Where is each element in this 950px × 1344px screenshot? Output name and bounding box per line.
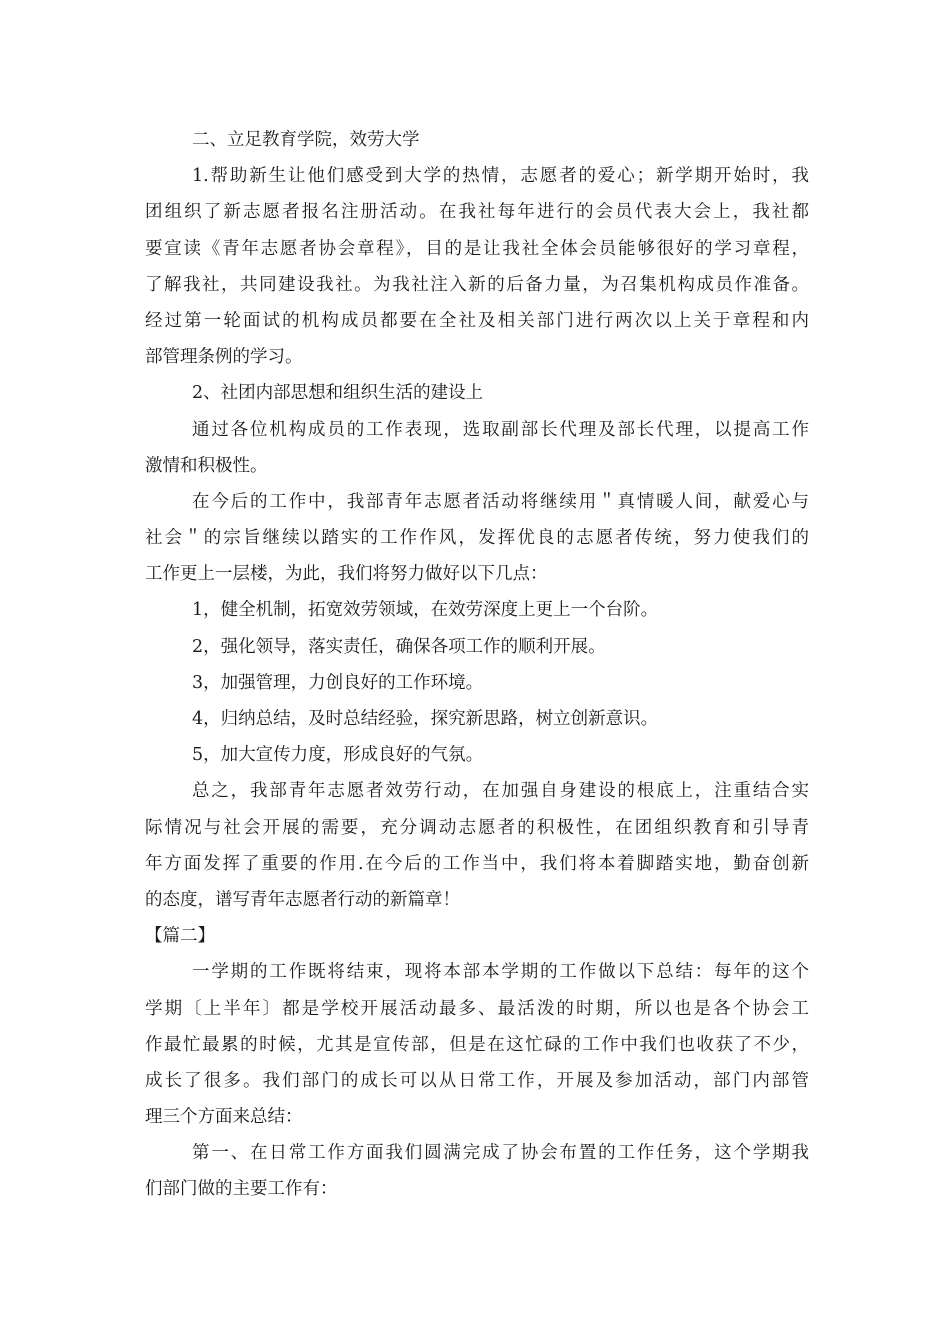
- paragraph-line: 部管理条例的学习。: [145, 347, 303, 368]
- paragraph-line: 年方面发挥了重要的作用.在今后的工作当中，我们将本着脚踏实地，勤奋创新: [145, 853, 809, 874]
- list-item: 3，加强管理，力创良好的工作环境。: [192, 672, 484, 693]
- paragraph-line: 第一、在日常工作方面我们圆满完成了协会布置的工作任务，这个学期我: [192, 1143, 809, 1164]
- paragraph-line: 团组织了新志愿者报名注册活动。在我社每年进行的会员代表大会上，我社都: [145, 202, 809, 223]
- paragraph-line: 成长了很多。我们部门的成长可以从日常工作，开展及参加活动，部门内部管: [145, 1070, 809, 1091]
- list-item: 4，归纳总结，及时总结经验，探究新思路，树立创新意识。: [192, 709, 659, 729]
- paragraph-line: 工作更上一层楼，为此，我们将努力做好以下几点：: [145, 564, 548, 585]
- section-heading: 二、立足教育学院，效劳大学: [192, 130, 420, 150]
- paragraph-line: 际情况与社会开展的需要，充分调动志愿者的积极性，在团组织教育和引导青: [145, 817, 809, 838]
- paragraph-line: 在今后的工作中，我部青年志愿者活动将继续用＂真情暖人间，献爱心与: [192, 491, 809, 512]
- document-body: [145, 122, 809, 1208]
- paragraph-line: 了解我社，共同建设我社。为我社注入新的后备力量，为召集机构成员作准备。: [145, 274, 809, 295]
- paragraph-line: 学期〔上半年〕都是学校开展活动最多、最活泼的时期，所以也是各个协会工: [145, 998, 809, 1019]
- list-item: 5，加大宣传力度，形成良好的气氛。: [192, 745, 484, 766]
- part-label: 【篇二】: [145, 926, 215, 947]
- paragraph-line: 一学期的工作既将结束，现将本部本学期的工作做以下总结：每年的这个: [192, 962, 809, 983]
- paragraph-line: 的态度，谱写青年志愿者行动的新篇章！: [145, 889, 460, 910]
- paragraph-line: 社会＂的宗旨继续以踏实的工作作风，发挥优良的志愿者传统，努力使我们的: [145, 528, 809, 549]
- paragraph-line: 作最忙最累的时候，尤其是宣传部，但是在这忙碌的工作中我们也收获了不少，: [145, 1034, 809, 1055]
- paragraph-line: 理三个方面来总结：: [145, 1107, 303, 1128]
- paragraph-line: 总之，我部青年志愿者效劳行动，在加强自身建设的根底上，注重结合实: [192, 781, 809, 802]
- paragraph-line: 们部门做的主要工作有：: [145, 1179, 338, 1200]
- list-item: 2，强化领导，落实责任，确保各项工作的顺利开展。: [192, 636, 606, 657]
- paragraph-line: 激情和积极性。: [145, 455, 268, 476]
- section-heading: 2、社团内部思想和组织生活的建设上: [192, 383, 484, 404]
- paragraph-line: 经过第一轮面试的机构成员都要在全社及相关部门进行两次以上关于章程和内: [145, 310, 809, 331]
- list-item: 1，健全机制，拓宽效劳领域，在效劳深度上更上一个台阶。: [192, 600, 659, 621]
- paragraph-line: 1.帮助新生让他们感受到大学的热情，志愿者的爱心；新学期开始时，我: [192, 166, 809, 187]
- paragraph-line: 通过各位机构成员的工作表现，选取副部长代理及部长代理，以提高工作: [192, 419, 809, 440]
- paragraph-line: 要宣读《青年志愿者协会章程》，目的是让我社全体会员能够很好的学习章程，: [145, 238, 809, 259]
